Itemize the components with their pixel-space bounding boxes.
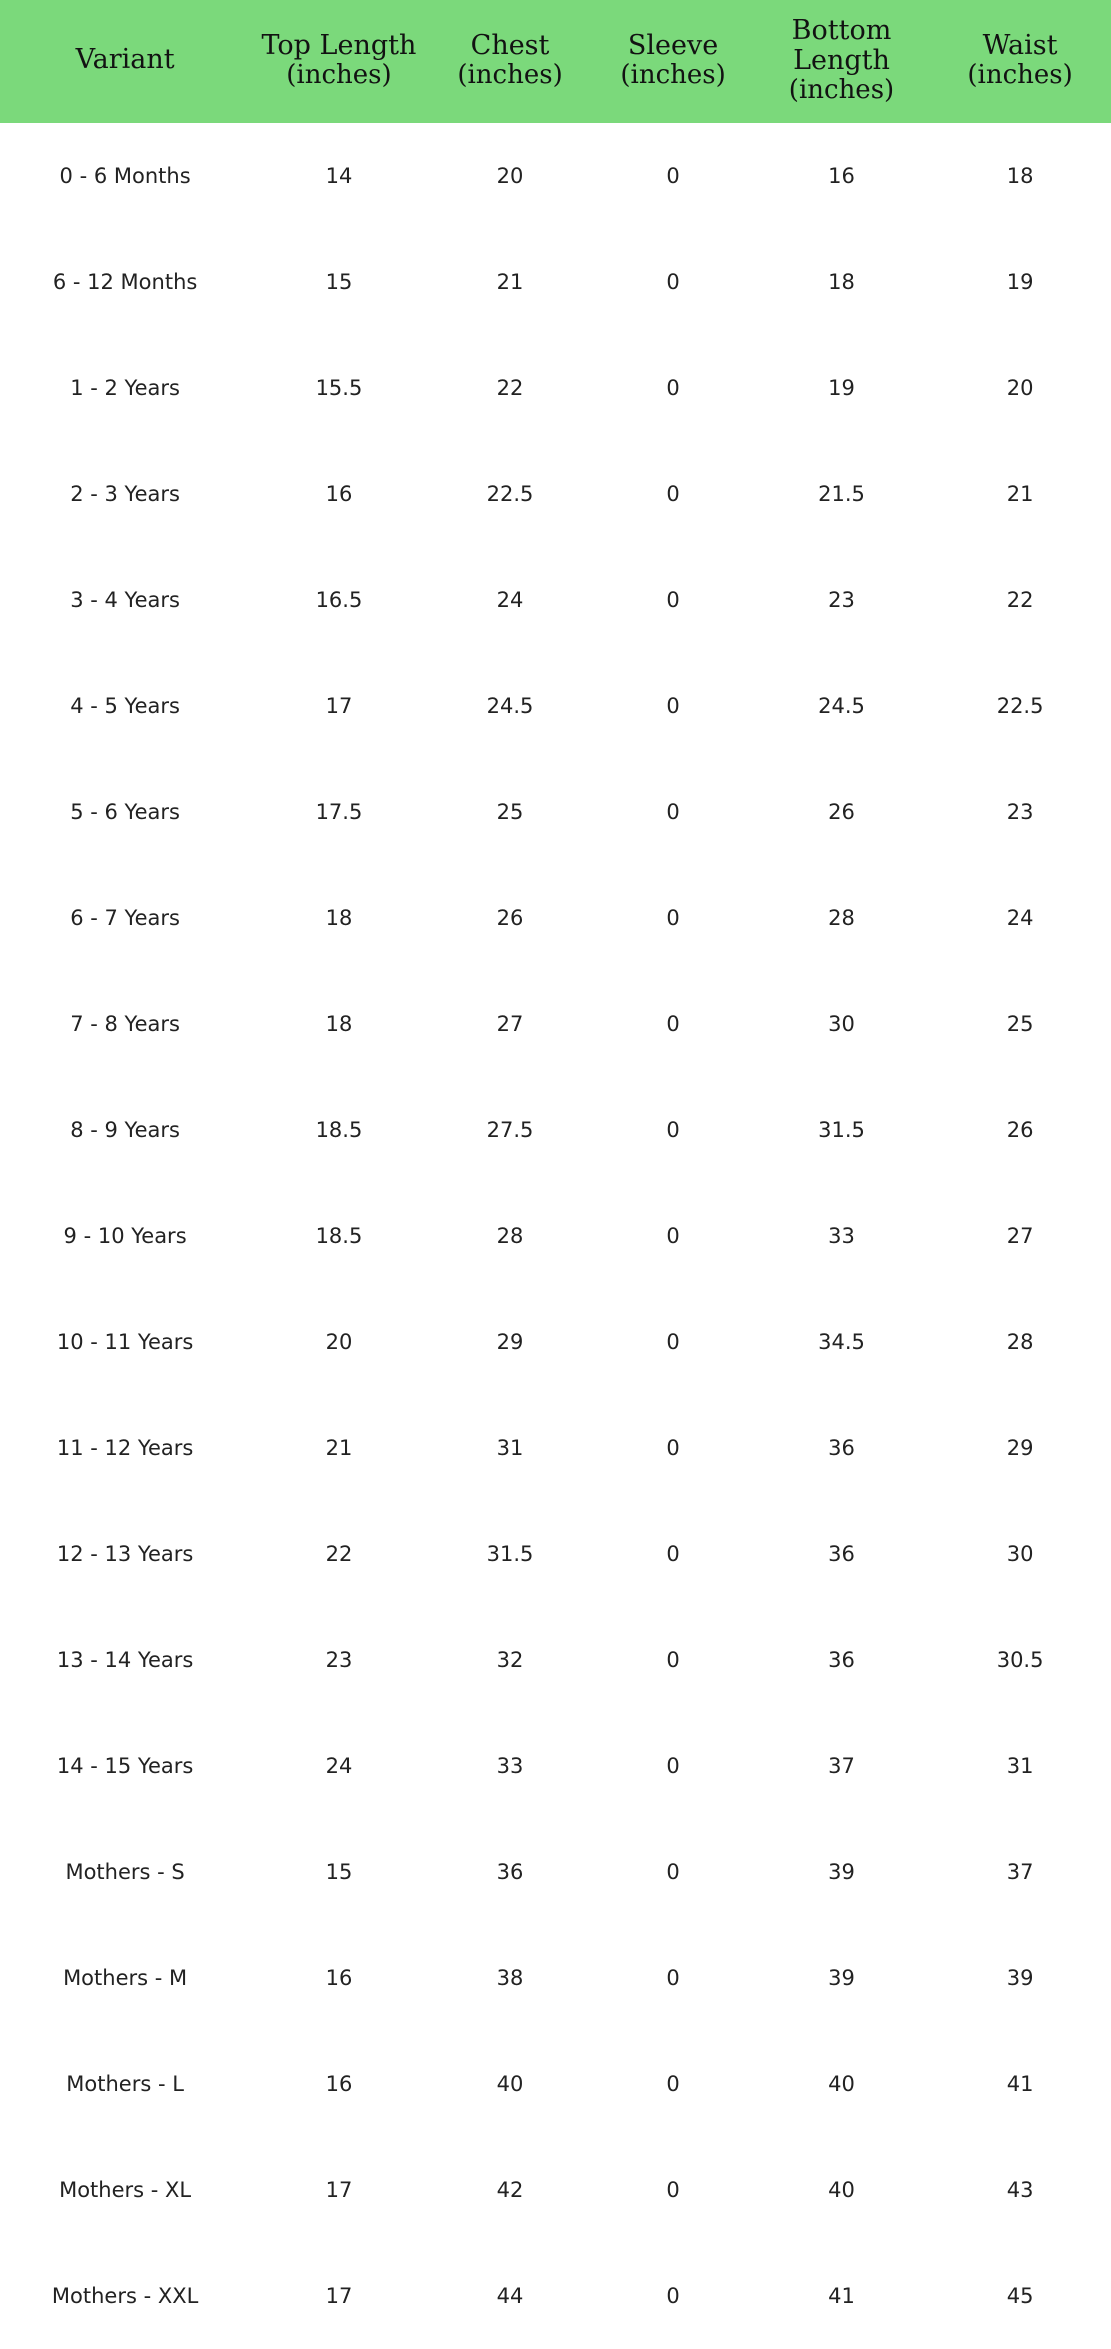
table-row: [0, 335, 1111, 441]
cell-variant: 12 - 13 Years: [0, 1501, 250, 1607]
cell-waist: 22: [929, 547, 1111, 653]
table-row: [0, 653, 1111, 759]
cell-waist: 28: [929, 1289, 1111, 1395]
table-row: [0, 1607, 1111, 1713]
cell-waist: 41: [929, 2031, 1111, 2137]
cell-sleeve: 0: [592, 1607, 753, 1713]
cell-chest: 25: [428, 759, 593, 865]
column-header-waist: [929, 0, 1111, 123]
cell-sleeve: 0: [592, 2243, 753, 2349]
cell-sleeve: 0: [592, 2031, 753, 2137]
cell-chest: 22.5: [428, 441, 593, 547]
table-row: [0, 1395, 1111, 1501]
cell-variant: Mothers - XXL: [0, 2243, 250, 2349]
cell-sleeve: 0: [592, 1289, 753, 1395]
cell-top-length: 16: [250, 441, 428, 547]
cell-waist: 20: [929, 335, 1111, 441]
cell-bottom-length: 34.5: [754, 1289, 929, 1395]
cell-sleeve: 0: [592, 335, 753, 441]
cell-sleeve: 0: [592, 1501, 753, 1607]
cell-top-length: 18.5: [250, 1077, 428, 1183]
cell-variant: Mothers - L: [0, 2031, 250, 2137]
table-row: [0, 1183, 1111, 1289]
cell-bottom-length: 24.5: [754, 653, 929, 759]
cell-chest: 29: [428, 1289, 593, 1395]
cell-variant: 13 - 14 Years: [0, 1607, 250, 1713]
cell-top-length: 15: [250, 229, 428, 335]
cell-chest: 31: [428, 1395, 593, 1501]
cell-chest: 28: [428, 1183, 593, 1289]
cell-bottom-length: 21.5: [754, 441, 929, 547]
cell-top-length: 18.5: [250, 1183, 428, 1289]
cell-chest: 44: [428, 2243, 593, 2349]
cell-top-length: 22: [250, 1501, 428, 1607]
column-header-sleeve: [592, 0, 753, 123]
cell-variant: 2 - 3 Years: [0, 441, 250, 547]
cell-variant: 4 - 5 Years: [0, 653, 250, 759]
cell-waist: 19: [929, 229, 1111, 335]
cell-bottom-length: 37: [754, 1713, 929, 1819]
cell-variant: 14 - 15 Years: [0, 1713, 250, 1819]
cell-chest: 24: [428, 547, 593, 653]
cell-waist: 30: [929, 1501, 1111, 1607]
cell-sleeve: 0: [592, 971, 753, 1077]
table-row: [0, 1501, 1111, 1607]
cell-bottom-length: 36: [754, 1395, 929, 1501]
cell-sleeve: 0: [592, 1395, 753, 1501]
cell-sleeve: 0: [592, 123, 753, 229]
cell-chest: 38: [428, 1925, 593, 2031]
cell-waist: 37: [929, 1819, 1111, 1925]
cell-bottom-length: 19: [754, 335, 929, 441]
cell-top-length: 18: [250, 971, 428, 1077]
cell-sleeve: 0: [592, 1819, 753, 1925]
column-header-variant: [0, 0, 250, 123]
cell-waist: 30.5: [929, 1607, 1111, 1713]
cell-variant: 6 - 12 Months: [0, 229, 250, 335]
cell-sleeve: 0: [592, 759, 753, 865]
table-row: [0, 441, 1111, 547]
cell-top-length: 17.5: [250, 759, 428, 865]
cell-sleeve: 0: [592, 653, 753, 759]
cell-top-length: 17: [250, 653, 428, 759]
table-row: [0, 2243, 1111, 2349]
column-header-variant-label: Variant: [75, 44, 175, 76]
cell-chest: 31.5: [428, 1501, 593, 1607]
cell-top-length: 24: [250, 1713, 428, 1819]
cell-waist: 25: [929, 971, 1111, 1077]
cell-top-length: 15.5: [250, 335, 428, 441]
cell-bottom-length: 23: [754, 547, 929, 653]
cell-bottom-length: 18: [754, 229, 929, 335]
cell-sleeve: 0: [592, 1925, 753, 2031]
cell-bottom-length: 36: [754, 1501, 929, 1607]
cell-top-length: 21: [250, 1395, 428, 1501]
column-header-bottom-length: [754, 0, 929, 123]
cell-waist: 31: [929, 1713, 1111, 1819]
cell-waist: 29: [929, 1395, 1111, 1501]
cell-bottom-length: 30: [754, 971, 929, 1077]
cell-waist: 45: [929, 2243, 1111, 2349]
column-header-top-length-label: Top Length: [261, 30, 417, 62]
cell-sleeve: 0: [592, 1713, 753, 1819]
column-header-top-length-unit: (inches): [286, 60, 392, 91]
table-row: [0, 123, 1111, 229]
cell-sleeve: 0: [592, 1077, 753, 1183]
cell-top-length: 16.5: [250, 547, 428, 653]
table-row: [0, 2137, 1111, 2243]
cell-chest: 40: [428, 2031, 593, 2137]
table-row: [0, 1713, 1111, 1819]
cell-waist: 22.5: [929, 653, 1111, 759]
cell-waist: 27: [929, 1183, 1111, 1289]
table-row: [0, 1289, 1111, 1395]
table-body: [0, 123, 1111, 2349]
cell-top-length: 23: [250, 1607, 428, 1713]
column-header-chest: [428, 0, 593, 123]
cell-variant: Mothers - XL: [0, 2137, 250, 2243]
cell-bottom-length: 16: [754, 123, 929, 229]
table-row: [0, 759, 1111, 865]
cell-chest: 24.5: [428, 653, 593, 759]
cell-chest: 33: [428, 1713, 593, 1819]
cell-variant: 7 - 8 Years: [0, 971, 250, 1077]
column-header-sleeve-unit: (inches): [620, 60, 726, 91]
cell-sleeve: 0: [592, 865, 753, 971]
table-row: [0, 2031, 1111, 2137]
column-header-bottom-length-label: Bottom Length: [791, 15, 892, 77]
cell-waist: 24: [929, 865, 1111, 971]
cell-chest: 36: [428, 1819, 593, 1925]
cell-variant: 1 - 2 Years: [0, 335, 250, 441]
cell-variant: 6 - 7 Years: [0, 865, 250, 971]
table-row: [0, 547, 1111, 653]
cell-variant: 5 - 6 Years: [0, 759, 250, 865]
cell-chest: 27: [428, 971, 593, 1077]
cell-variant: 11 - 12 Years: [0, 1395, 250, 1501]
cell-chest: 21: [428, 229, 593, 335]
column-header-waist-unit: (inches): [967, 60, 1073, 91]
cell-top-length: 15: [250, 1819, 428, 1925]
cell-bottom-length: 39: [754, 1819, 929, 1925]
cell-chest: 27.5: [428, 1077, 593, 1183]
cell-variant: Mothers - M: [0, 1925, 250, 2031]
cell-bottom-length: 41: [754, 2243, 929, 2349]
cell-variant: 8 - 9 Years: [0, 1077, 250, 1183]
column-header-bottom-length-unit: (inches): [788, 75, 895, 106]
table-row: [0, 1925, 1111, 2031]
cell-bottom-length: 33: [754, 1183, 929, 1289]
cell-chest: 22: [428, 335, 593, 441]
cell-waist: 21: [929, 441, 1111, 547]
cell-bottom-length: 36: [754, 1607, 929, 1713]
column-header-sleeve-label: Sleeve: [627, 30, 719, 62]
cell-waist: 23: [929, 759, 1111, 865]
column-header-top-length: [250, 0, 428, 123]
cell-sleeve: 0: [592, 1183, 753, 1289]
cell-variant: 3 - 4 Years: [0, 547, 250, 653]
cell-chest: 20: [428, 123, 593, 229]
cell-chest: 42: [428, 2137, 593, 2243]
cell-sleeve: 0: [592, 441, 753, 547]
table-header: [0, 0, 1111, 123]
cell-chest: 32: [428, 1607, 593, 1713]
cell-waist: 18: [929, 123, 1111, 229]
cell-bottom-length: 40: [754, 2031, 929, 2137]
cell-top-length: 16: [250, 2031, 428, 2137]
cell-bottom-length: 28: [754, 865, 929, 971]
table-row: [0, 1819, 1111, 1925]
column-header-chest-unit: (inches): [457, 60, 563, 91]
cell-variant: 0 - 6 Months: [0, 123, 250, 229]
cell-bottom-length: 31.5: [754, 1077, 929, 1183]
cell-bottom-length: 26: [754, 759, 929, 865]
table-row: [0, 1077, 1111, 1183]
cell-top-length: 16: [250, 1925, 428, 2031]
table-row: [0, 229, 1111, 335]
cell-variant: Mothers - S: [0, 1819, 250, 1925]
table-row: [0, 865, 1111, 971]
cell-top-length: 17: [250, 2137, 428, 2243]
cell-top-length: 17: [250, 2243, 428, 2349]
cell-sleeve: 0: [592, 547, 753, 653]
cell-bottom-length: 40: [754, 2137, 929, 2243]
cell-chest: 26: [428, 865, 593, 971]
cell-sleeve: 0: [592, 2137, 753, 2243]
cell-variant: 9 - 10 Years: [0, 1183, 250, 1289]
cell-waist: 39: [929, 1925, 1111, 2031]
cell-top-length: 18: [250, 865, 428, 971]
cell-variant: 10 - 11 Years: [0, 1289, 250, 1395]
cell-sleeve: 0: [592, 229, 753, 335]
cell-top-length: 20: [250, 1289, 428, 1395]
table-row: [0, 971, 1111, 1077]
header-row: [0, 0, 1111, 123]
column-header-waist-label: Waist: [982, 30, 1058, 62]
cell-top-length: 14: [250, 123, 428, 229]
cell-bottom-length: 39: [754, 1925, 929, 2031]
cell-waist: 26: [929, 1077, 1111, 1183]
column-header-chest-label: Chest: [470, 30, 550, 62]
cell-waist: 43: [929, 2137, 1111, 2243]
